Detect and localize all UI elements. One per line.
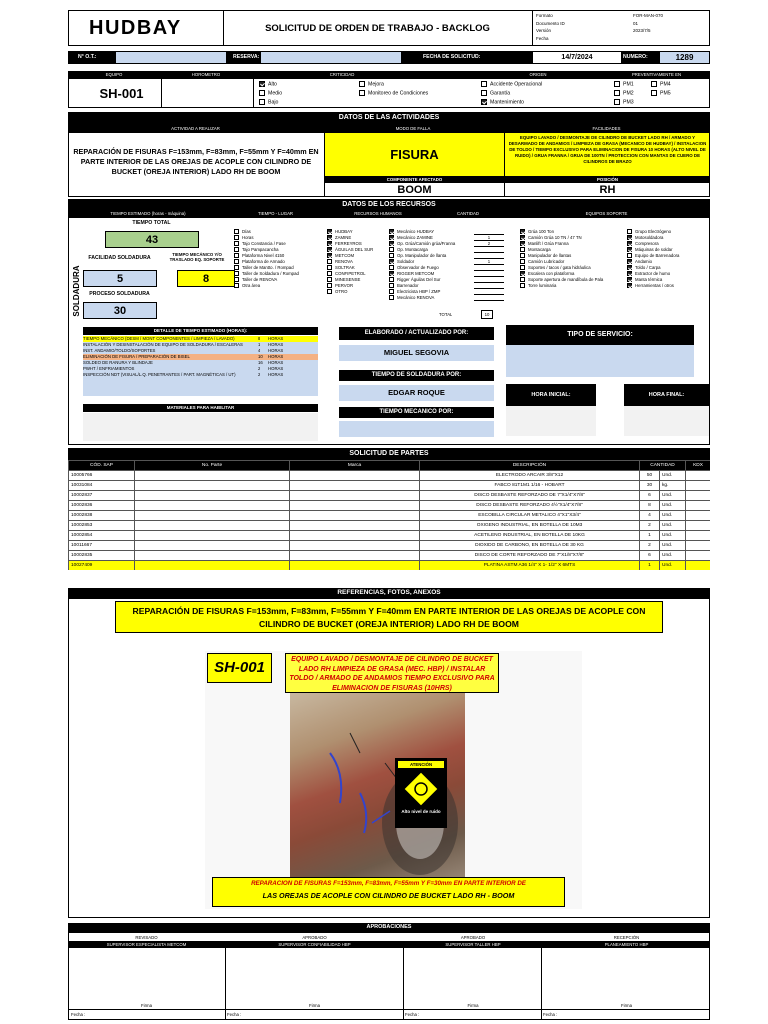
criticidad2-group: Mejora Monitoreo de Condiciones	[359, 81, 469, 108]
doc-id-value: FOR-MAN-070	[633, 13, 664, 18]
detalle-row: INSPECCIÓN NDT (VISUAL/L.Q. PENETRANTES / PART. MAGNÉTICAS / UT) 2 HORAS	[83, 372, 318, 378]
actividades-section-title: DATOS DE LAS ACTIVIDADES	[68, 112, 710, 124]
soporte-checkbox[interactable]	[627, 247, 632, 252]
pm1-checkbox[interactable]	[614, 81, 620, 87]
total-value[interactable]: 10	[481, 310, 493, 319]
fecha-label: Fecha :	[405, 1012, 420, 1017]
actividades-row	[68, 132, 710, 197]
rh-checkbox[interactable]	[327, 271, 332, 276]
tiempo-soldadura-label: TIEMPO DE SOLDADURA POR:	[339, 370, 494, 381]
version-label: Versión	[536, 28, 552, 34]
rol-checkbox[interactable]	[389, 271, 394, 276]
tipo-servicio-value[interactable]	[506, 345, 694, 377]
rh-checkbox[interactable]	[327, 241, 332, 246]
facilidades-text[interactable]: EQUIPO LAVADO / DESMONTAJE DE CILINDRO DE BUCKET LADO RH / ARMADO Y DESARMADO DE ANDAMIOS / LIMPIEZA DE GRASA (MECANICO DE HUDBAY) / INSTALACION DE TOLDO / TIEMPO EXCLUSIVO PARA ELIMINACION DE FISURA 10 HORAS (ALTO NIVEL DE RUIDO) / GRUA FRANNA / GRUA DE 100TN / PROTECCION CON MANTAS DE CUERO DE CILINDROS DE BRAZO	[505, 133, 710, 176]
recursos-section-title: DATOS DE LOS RECURSOS	[68, 199, 710, 210]
componente-label: COMPONENTE AFECTADO	[325, 176, 504, 183]
detalle-row: ELIMINACIÓN DE FISURA / PREPARACIÓN DE BISEL 10 HORAS	[83, 354, 318, 360]
origen-accidente-checkbox[interactable]	[481, 81, 487, 87]
soporte-checkbox[interactable]	[627, 277, 632, 282]
partes-table-wrap	[68, 460, 710, 570]
rol-checkbox[interactable]	[389, 295, 394, 300]
reserva-input[interactable]	[261, 52, 401, 63]
referencias-section-title: REFERENCIAS, FOTOS, ANEXOS	[68, 588, 710, 598]
soporte-checkbox[interactable]	[520, 241, 525, 246]
actividad-text[interactable]: REPARACIÓN DE FISURAS F=153mm, F=83mm, F=55mm Y F=40mm EN PARTE INTERIOR DE LAS OREJAS DE ACOPLE CON CILINDRO DE BUCKET (OREJA INTERIOR) LADO RH DE BOOM	[73, 147, 319, 176]
photo-area	[205, 651, 582, 909]
fecha-solicitud-label: FECHA DE SOLICITUD:	[423, 54, 481, 60]
logo-box	[69, 11, 224, 45]
format-box	[532, 11, 710, 45]
rh-checkbox[interactable]	[327, 235, 332, 240]
rh-checkbox[interactable]	[327, 259, 332, 264]
lugar-checkbox[interactable]	[234, 253, 239, 258]
soporte-checkbox[interactable]	[520, 247, 525, 252]
rol-checkbox[interactable]	[389, 289, 394, 294]
rh-checkbox[interactable]	[327, 289, 332, 294]
equipos-soporte-list: Grúa 100 Ton Camión Grúa 10 TN / 47 TN Manlift / Grúa Franna Montacarga Manipulador de llantas Camión Lubricador Soportes / tacos / gata hidráulica Escalera con plataforma Soporte apertura de mandíbula de Pala Torre luminaria	[520, 229, 625, 309]
equipo-header-bar: EQUIPO HOROMETRO CRITICIDAD ORIGEN PREVENTIVAMENTE EN	[68, 71, 710, 78]
elaborado-label: ELABORADO / ACTUALIZADO POR:	[339, 327, 494, 340]
reserva-label: RESERVA:	[233, 54, 260, 60]
materiales-area[interactable]	[83, 413, 318, 441]
attention-sign	[395, 758, 447, 828]
origen-group: Accidente Operacional Garantía Mantenimiento	[481, 81, 601, 108]
soporte-checkbox[interactable]	[520, 277, 525, 282]
tiempo-mecanico-label: TIEMPO MECÁNICO Y/O TRASLADO EQ. SOPORTE	[169, 252, 225, 263]
referencias-banner: REPARACIÓN DE FISURAS F=153mm, F=83mm, F=55mm Y F=40mm EN PARTE INTERIOR DE LAS OREJAS DE ACOPLE CON CILINDRO DE BUCKET (OREJA INTERIOR) LADO RH DE BOOM	[115, 601, 663, 633]
numero-label: NÚMERO:	[623, 54, 648, 60]
materiales-title: MATERIALES PARA HABILITAR	[83, 404, 318, 412]
attention-label: ATENCIÓN	[398, 761, 444, 768]
ot-input[interactable]	[116, 52, 226, 63]
table-row[interactable]: 10011667 DIOXIDO DE CARBONO, EN BOTELLA DE 30 KG 2 Und.	[69, 541, 711, 551]
rol-checkbox[interactable]	[389, 265, 394, 270]
preventivo-group: PM1 PM2 PM3	[614, 81, 654, 108]
soporte-checkbox[interactable]	[520, 253, 525, 258]
aprobaciones-body	[68, 932, 710, 1020]
facilidad-soldadura-value[interactable]: 5	[83, 270, 157, 287]
posicion-value[interactable]: RH	[599, 184, 616, 196]
rh-checkbox[interactable]	[327, 253, 332, 258]
soporte-checkbox[interactable]	[627, 241, 632, 246]
pm4-checkbox[interactable]	[651, 81, 657, 87]
numero-value[interactable]: 1289	[660, 52, 709, 63]
criticidad-bajo-checkbox[interactable]	[259, 99, 265, 105]
firma-label: Firma	[621, 1003, 632, 1008]
lugar-checkbox[interactable]	[234, 235, 239, 240]
ot-label: N° O.T.:	[78, 54, 97, 60]
total-label: TOTAL	[439, 312, 453, 317]
rh-checkbox[interactable]	[327, 229, 332, 234]
fecha-label: Fecha :	[543, 1012, 558, 1017]
partes-header-row: CÓD. SAP No. Parte Marca DESCRIPCIÓN CANTIDAD KDX	[69, 461, 711, 471]
lugar-checkbox[interactable]	[234, 271, 239, 276]
table-row[interactable]: 10002838 ESCOBILLA CIRCULAR METALICO 4"X1"X3/4" 4 Und.	[69, 511, 711, 521]
actividades-header-bar: ACTIVIDAD A REALIZAR MODO DE FALLA FACILIDADES	[68, 124, 710, 132]
modo-falla-value[interactable]: FISURA	[325, 133, 504, 176]
equipos-soporte-list-2: Grupo Electrógeno Motosoldadora Compresora Máquinas de soldar Equipo de Barrenadora Andamio Toldo / Carpa Extractor de humo Manta térmica Herramientas / otros	[627, 229, 709, 309]
detalle-row: PWHT / ENFRIAMIENTOS 2 HORAS	[83, 366, 318, 372]
tiempo-soldadura-value[interactable]: EDGAR ROQUE	[339, 385, 494, 401]
header	[68, 10, 710, 46]
rol-checkbox[interactable]	[389, 235, 394, 240]
hora-inicial-value[interactable]	[506, 406, 596, 436]
table-row[interactable]: 10031084 FABCO 81T1M1 1/16 - HOBART 30 kg.	[69, 481, 711, 491]
doc-id-label: Documento ID	[536, 20, 565, 26]
detalle-row: INSTALACIÓN Y DESINSTALACIÓN DE EQUIPO DE SOLDADURA / ESCALERAS 1 HORAS	[83, 342, 318, 348]
soporte-checkbox[interactable]	[520, 235, 525, 240]
recursos-body	[68, 217, 710, 445]
origen-mantenimiento-checkbox[interactable]	[481, 99, 487, 105]
partes-table	[68, 460, 710, 570]
photo-caption: REPARACION DE FISURAS F=153mm, F=83mm, F=55mm Y F=30mm EN PARTE INTERIOR DE LAS OREJAS DE ACOPLE CON CILINDRO DE BUCKET LADO RH - BOOM	[212, 877, 565, 907]
aprobaciones-section-title: APROBACIONES	[68, 923, 710, 932]
preventivo2-group: PM4 PM5	[651, 81, 701, 108]
firma-label: Firma	[141, 1003, 152, 1008]
proceso-soldadura-value[interactable]: 30	[83, 302, 157, 319]
hora-inicial-label: HORA INICIAL:	[506, 384, 596, 406]
soporte-checkbox[interactable]	[520, 229, 525, 234]
fecha-value: 2023/7/5	[633, 28, 651, 34]
facilidad-soldadura-label: FACILIDAD SOLDADURA	[88, 255, 151, 261]
lugar-checkbox[interactable]	[234, 277, 239, 282]
soporte-checkbox[interactable]	[520, 271, 525, 276]
lugar-checkbox[interactable]	[234, 247, 239, 252]
noise-warning-icon	[403, 771, 439, 807]
hudbay-logo: HUDBAY	[89, 17, 182, 39]
table-row[interactable]: 10002853 OXIGENO INDUSTRIAL, EN BOTELLA DE 10M3 2 Und.	[69, 521, 711, 531]
tiempo-lugar-list: Días Horas Tajo Constancia / Fase Tajo Pampacancha Plataforma Nivel 4150 Plataforma de Armado Taller de Mantto. / Rompad Taller de Soldadura / Rompad Taller de RENOVA Otra área	[234, 229, 324, 309]
pm2-checkbox[interactable]	[614, 90, 620, 96]
rh-checkbox[interactable]	[327, 277, 332, 282]
aprobacion-role: REVISADO	[135, 935, 158, 940]
photo-equipment-tag: SH-001	[207, 653, 272, 683]
equipo-value[interactable]: SH-001	[99, 86, 144, 101]
aprobacion-role: RECEPCIÓN	[613, 935, 640, 940]
soporte-checkbox[interactable]	[627, 253, 632, 258]
table-row[interactable]: 10002837 DISCO DESBASTE REFORZADO DE 7"X1/4"X7/8" 6 Und.	[69, 491, 711, 501]
pm3-checkbox[interactable]	[614, 99, 620, 105]
form-title: SOLICITUD DE ORDEN DE TRABAJO - BACKLOG	[265, 23, 490, 34]
lugar-checkbox[interactable]	[234, 265, 239, 270]
version-value: 01	[633, 20, 639, 26]
fecha-solicitud-value[interactable]: 14/7/2024	[533, 52, 621, 63]
rh-checkbox[interactable]	[327, 265, 332, 270]
soporte-checkbox[interactable]	[627, 265, 632, 270]
componente-value[interactable]: BOOM	[397, 184, 432, 196]
rol-checkbox[interactable]	[389, 241, 394, 246]
rol-checkbox[interactable]	[389, 259, 394, 264]
referencias-body	[68, 598, 710, 918]
detalle-title: DETALLE DE TIEMPO ESTIMADO (HORAS):	[83, 327, 318, 335]
origen-garantia-checkbox[interactable]	[481, 90, 487, 96]
pm5-checkbox[interactable]	[651, 90, 657, 96]
detalle-row: TIEMPO MECÁNICO (DESM / MONT COMPONENTES / LIMPIEZA / LAVADO) 8 HORAS	[83, 336, 318, 342]
hora-final-value[interactable]	[624, 406, 709, 436]
ot-row	[68, 51, 710, 64]
lugar-checkbox[interactable]	[234, 229, 239, 234]
tiempo-mecanico-por-label: TIEMPO MECANICO POR:	[339, 407, 494, 418]
lugar-checkbox[interactable]	[234, 283, 239, 288]
tiempo-mecanico-value[interactable]: 8	[177, 270, 235, 287]
partes-section-title: SOLICITUD DE PARTES	[68, 448, 710, 460]
soporte-checkbox[interactable]	[520, 265, 525, 270]
detalle-row: INST. ANDAMIO/TOLDO/SOPORTES 4 HORAS	[83, 348, 318, 354]
criticidad-medio-checkbox[interactable]	[259, 90, 265, 96]
soporte-checkbox[interactable]	[520, 283, 525, 288]
noise-warning-text: Alto nivel de ruido	[401, 809, 441, 814]
rol-checkbox[interactable]	[389, 247, 394, 252]
cargos-bar: SUPERVISOR ESPECIALISTA METCOM SUPERVISOR CONFIABILIDAD HBP SUPERVISOR TALLER HBP PLANEAMIENTO HBP	[69, 941, 709, 948]
recursos-humanos-roles: Mecánico HUDBAY Mecánico ZAMINE Op. Grúa/Camión grúa/Franna Op. Montacarga Op. Manipulador de llanta Soldador Observador de Fuego RIGGER METCOM Rigger Águilas Del Sur Barrenador Electricista HBP / ZMP Mecánico RENOVA	[389, 229, 487, 319]
proceso-soldadura-label: PROCESO SOLDADURA	[89, 291, 150, 297]
soporte-checkbox[interactable]	[627, 283, 632, 288]
table-row[interactable]: 10002854 ACETILENO INDUSTRIAL, EN BOTELLA DE 10KG 1 Und.	[69, 531, 711, 541]
cantidad-column: 1 2 1	[474, 229, 504, 309]
detalle-list	[83, 336, 318, 398]
fecha-label: Fecha :	[227, 1012, 242, 1017]
soldadura-vertical-label: SOLDADURA	[72, 265, 81, 317]
format-label: Formato	[536, 13, 553, 18]
soporte-checkbox[interactable]	[627, 271, 632, 276]
photo-note: EQUIPO LAVADO / DESMONTAJE DE CILINDRO DE BUCKET LADO RH LIMPIEZA DE GRASA (MEC. HBP) / INSTALAR TOLDO / ARMADO DE ANDAMIOS TIEMPO EXCLUSIVO PARA ELIMINACION DE FISURAS (10HRS)	[285, 653, 499, 693]
table-row[interactable]: 10027409 PLATINA ASTM A36 1/4" X 1- 1/2" X 6MTS 1 Und.	[69, 561, 711, 571]
firma-label: Firma	[309, 1003, 320, 1008]
tipo-servicio-label: TIPO DE SERVICIO:	[506, 325, 694, 345]
aprobacion-role: APROBADO	[460, 935, 486, 940]
tiempo-mecanico-por-value[interactable]	[339, 421, 494, 437]
soporte-checkbox[interactable]	[627, 229, 632, 234]
rol-checkbox[interactable]	[389, 283, 394, 288]
hora-final-label: HORA FINAL:	[624, 384, 709, 406]
rh-checkbox[interactable]	[327, 247, 332, 252]
detalle-blank	[83, 378, 318, 396]
soporte-checkbox[interactable]	[520, 259, 525, 264]
recursos-header-bar: TIEMPO ESTIMADO (horas - máquina) TIEMPO - LUGAR RECURSOS HUMANOS CANTIDAD EQUIPOS SOPORTE	[68, 210, 710, 217]
criticidad-alto-checkbox[interactable]	[259, 81, 265, 87]
lugar-checkbox[interactable]	[234, 259, 239, 264]
monitoreo-checkbox[interactable]	[359, 90, 365, 96]
elaborado-value[interactable]: MIGUEL SEGOVIA	[339, 345, 494, 361]
posicion-label: POSICIÓN	[505, 176, 710, 183]
rol-checkbox[interactable]	[389, 253, 394, 258]
aprobacion-role: APROBADO	[302, 935, 327, 940]
soporte-checkbox[interactable]	[627, 259, 632, 264]
tiempo-total-label: TIEMPO TOTAL	[132, 220, 171, 226]
recursos-humanos-list: HUDBAY ZAMINE FERREYROS ÁGUILAS DEL SUR METCOM RENOVA SOLTRAK CONFIPETROL MINESENSE PERVOR OTRO	[327, 229, 387, 319]
tiempo-total-value[interactable]: 43	[105, 231, 199, 248]
table-row[interactable]: 10005766 ELECTRODO ARCAIR 3/8"X12 50 Und.	[69, 471, 711, 481]
firma-label: Firma	[467, 1003, 479, 1008]
lugar-checkbox[interactable]	[234, 241, 239, 246]
table-row[interactable]: 10002835 DISCO DE CORTE REFORZADO DE 7"X1/8"X7/8" 6 Und.	[69, 551, 711, 561]
mejora-checkbox[interactable]	[359, 81, 365, 87]
fecha-label: Fecha :	[71, 1012, 86, 1017]
equipo-row	[68, 78, 710, 108]
rh-checkbox[interactable]	[327, 283, 332, 288]
rol-checkbox[interactable]	[389, 229, 394, 234]
criticidad-group: Alto Medio Bajo	[259, 81, 329, 108]
soporte-checkbox[interactable]	[627, 235, 632, 240]
fecha-label: Fecha	[536, 35, 549, 41]
table-row[interactable]: 10002836 DISCO DESBASTE REFORZADO 4½"X1/4"X7/8" 8 Und.	[69, 501, 711, 511]
rol-checkbox[interactable]	[389, 277, 394, 282]
detalle-row: SOLDEO DE RANURA Y BLINDAJE 16 HORAS	[83, 360, 318, 366]
